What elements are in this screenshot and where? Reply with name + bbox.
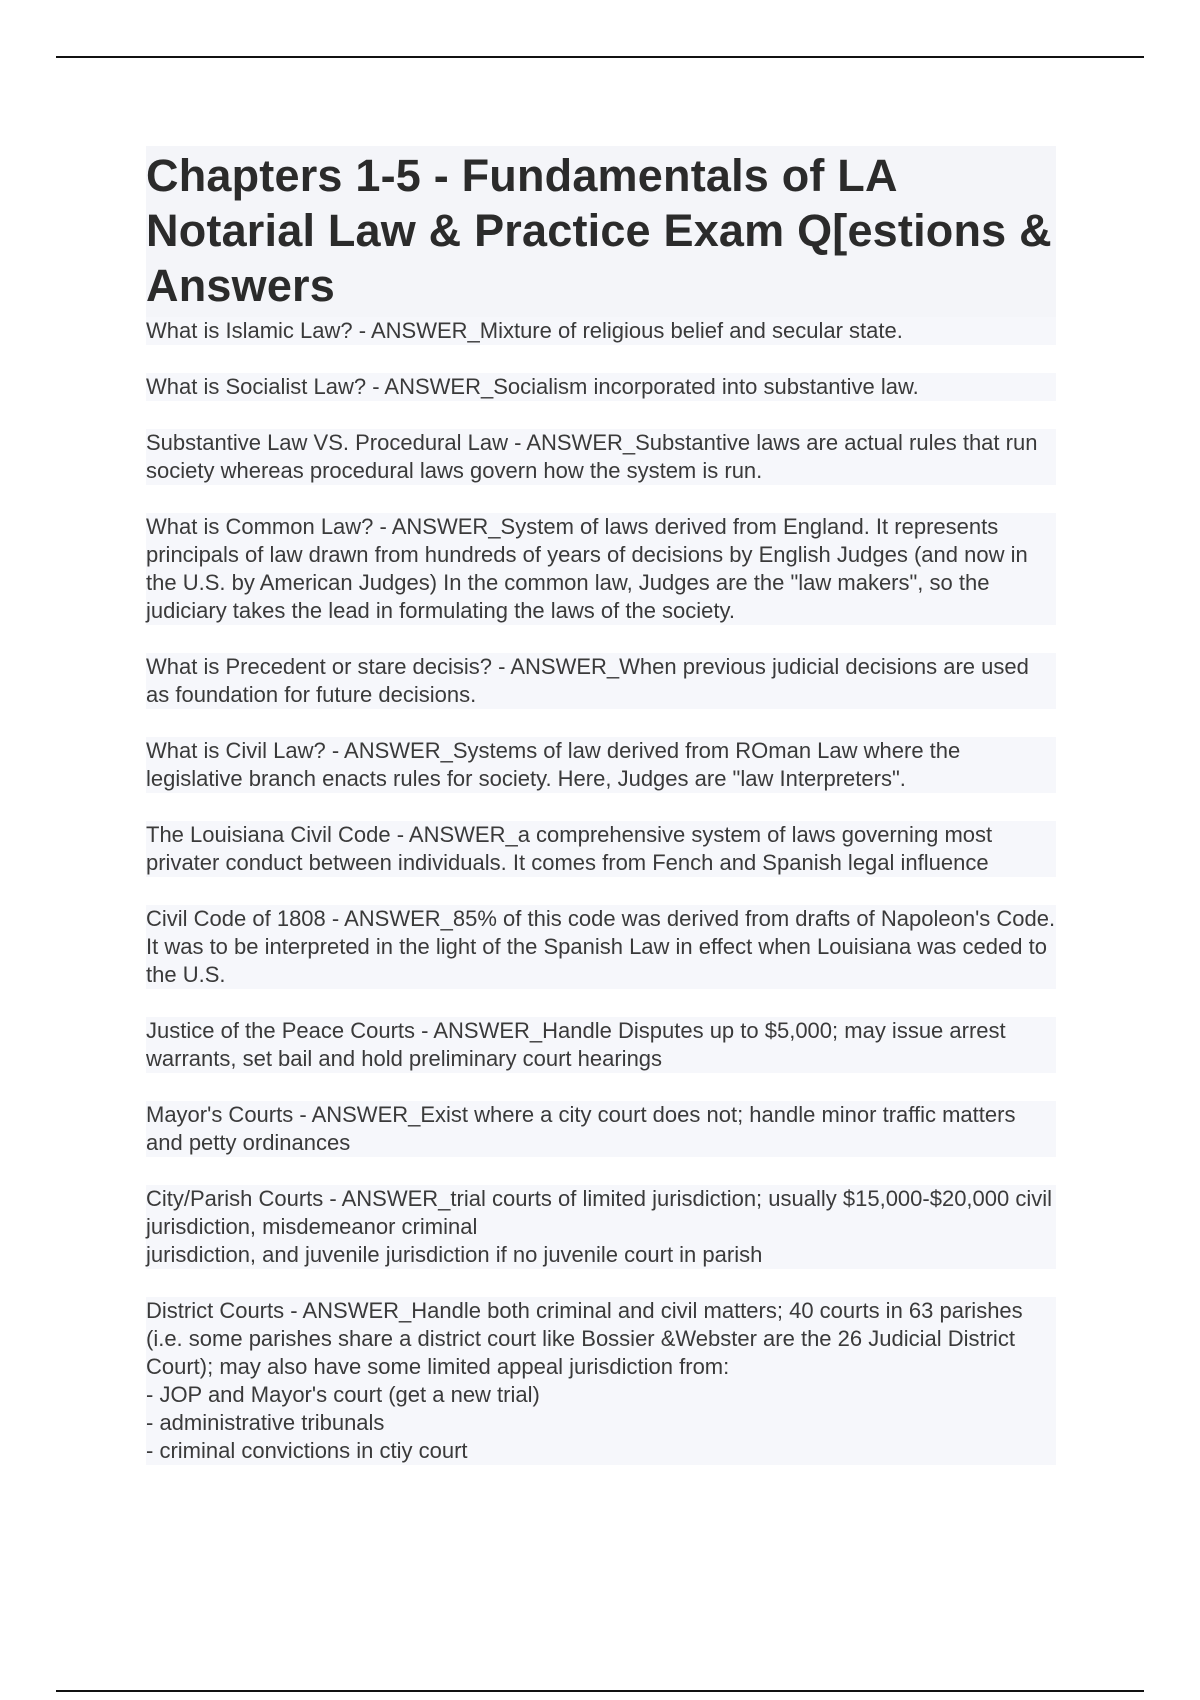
qa-entry-substantive-vs-procedural: Substantive Law VS. Procedural Law - ANSWER_Substantive laws are actual rules that run society whereas procedural laws govern how the system is run. <box>146 429 1056 485</box>
qa-entry-justice-of-peace-courts: Justice of the Peace Courts - ANSWER_Handle Disputes up to $5,000; may issue arrest warrants, set bail and hold preliminary court hearings <box>146 1017 1056 1073</box>
qa-entry-mayors-courts: Mayor's Courts - ANSWER_Exist where a city court does not; handle minor traffic matters and petty ordinances <box>146 1101 1056 1157</box>
qa-entry-louisiana-civil-code: The Louisiana Civil Code - ANSWER_a comprehensive system of laws governing most privater conduct between individuals. It comes from Fench and Spanish legal influence <box>146 821 1056 877</box>
document-body <box>146 146 1056 1493</box>
qa-entry-socialist-law: What is Socialist Law? - ANSWER_Socialism incorporated into substantive law. <box>146 373 1056 401</box>
qa-entry-precedent: What is Precedent or stare decisis? - ANSWER_When previous judicial decisions are used as foundation for future decisions. <box>146 653 1056 709</box>
document-title: Chapters 1-5 - Fundamentals of LA Notarial Law & Practice Exam Q[estions & Answers <box>146 150 1052 311</box>
qa-entry-city-parish-courts: City/Parish Courts - ANSWER_trial courts of limited jurisdiction; usually $15,000-$20,000 civil jurisdiction, misdemeanor criminal jurisdiction, and juvenile jurisdiction if no juvenile court in parish <box>146 1185 1056 1269</box>
qa-entry-civil-code-1808: Civil Code of 1808 - ANSWER_85% of this code was derived from drafts of Napoleon's Code. It was to be interpreted in the light of the Spanish Law in effect when Louisiana was ceded to the U.S. <box>146 906 1056 987</box>
qa-entry-civil-law: What is Civil Law? - ANSWER_Systems of law derived from ROman Law where the legislative branch enacts rules for society. Here, Judges are "law Interpreters". <box>146 737 1056 793</box>
qa-entry-district-courts: District Courts - ANSWER_Handle both criminal and civil matters; 40 courts in 63 parishes (i.e. some parishes share a district court like Bossier &Webster are the 26 Judicial District Court); may also have some limited appeal jurisdiction from: - JOP and Mayor's court (get a new trial) - administrative tribunals - criminal convictions in ctiy court <box>146 1297 1056 1465</box>
header-rule <box>56 56 1144 58</box>
qa-entry-islamic-law: What is Islamic Law? - ANSWER_Mixture of religious belief and secular state. <box>146 317 1056 345</box>
footer-rule <box>56 1690 1144 1692</box>
title-block <box>146 146 1056 317</box>
qa-entry-common-law: What is Common Law? - ANSWER_System of laws derived from England. It represents principals of law drawn from hundreds of years of decisions by English Judges (and now in the U.S. by American Judges) In the common law, Judges are the "law makers", so the judiciary takes the lead in formulating the laws of the society. <box>146 513 1056 625</box>
